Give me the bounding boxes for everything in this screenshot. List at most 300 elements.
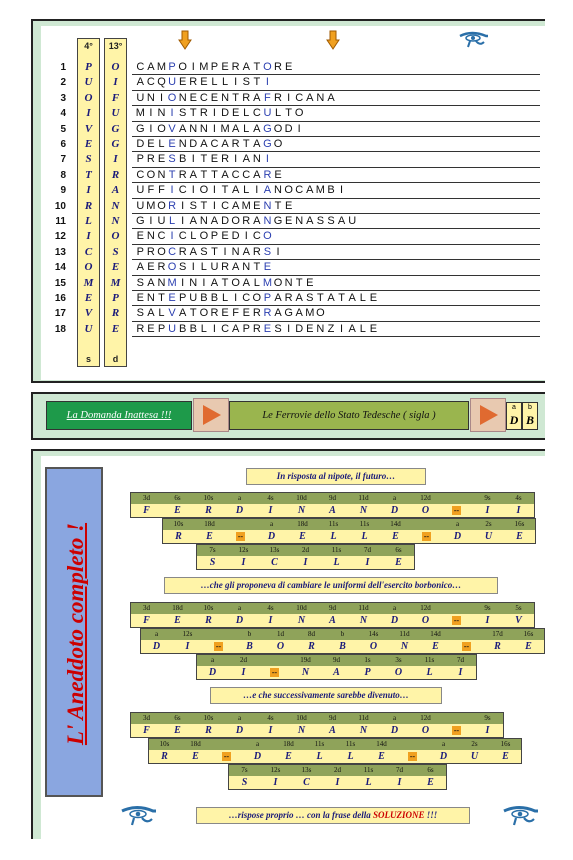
strip-letter[interactable]: O [421, 725, 430, 736]
row-number: 13 [54, 246, 66, 258]
strip-code: a [210, 656, 215, 664]
strip-letter[interactable]: L [316, 751, 323, 762]
play-arrow-icon [470, 398, 506, 432]
strip-code: 19d [300, 656, 311, 664]
strip-letter[interactable]: N [359, 725, 368, 736]
column-13-letter[interactable]: N [111, 199, 120, 212]
anecdote-strip [148, 738, 522, 764]
strip-letter[interactable]: F [143, 615, 150, 626]
strip-code [203, 629, 234, 640]
strip-code: 5s [515, 604, 522, 612]
strip-letter[interactable]: I [458, 667, 463, 678]
strip-code: 12s [238, 546, 249, 554]
question-label: La Domanda Inattesa !!! [66, 410, 172, 421]
strip-code [225, 519, 256, 530]
strip-letter[interactable]: V [515, 615, 522, 626]
strip-code: a [392, 494, 397, 502]
strip-letter[interactable]: E [427, 777, 434, 788]
vertical-title: L' Aneddoto completo ! [63, 522, 88, 746]
column-13-letter[interactable]: I [113, 153, 118, 166]
strip-code: a [237, 604, 242, 612]
strip-letter[interactable]: R [175, 531, 182, 542]
question-text-box [229, 401, 469, 430]
strip-letter[interactable]: E [285, 751, 292, 762]
strip-code: a [237, 714, 242, 722]
strip-code: 11s [328, 520, 339, 528]
strip-codes [196, 654, 477, 666]
answer-b-letter: B [525, 413, 534, 427]
answer-word: E N T E P U B B L I C O P A R A S T A T A L E [136, 292, 378, 304]
strip-letters [228, 776, 447, 790]
strip-letter[interactable]: R [205, 615, 212, 626]
answer-word: P R O C R A S T I N A R S I [136, 245, 280, 258]
strip-code: 11s [331, 546, 342, 554]
strip-code: 4s [515, 494, 522, 502]
column-13-letter[interactable]: S [112, 245, 119, 258]
column-4-letter[interactable]: V [84, 307, 93, 320]
strip-code [441, 713, 472, 724]
column-4-letter[interactable]: P [85, 61, 92, 73]
strip-letter[interactable]: E [174, 615, 181, 626]
strip-letter[interactable]: I [185, 641, 190, 652]
strip-code: 16s [523, 630, 534, 638]
strip-codes [196, 544, 415, 556]
strip-code: 10d [296, 604, 307, 612]
strip-letter[interactable]: N [359, 615, 368, 626]
strip-letter[interactable]: C [271, 557, 278, 568]
strip-code: 6s [174, 494, 181, 502]
strip-letters [140, 640, 545, 654]
strip-letter[interactable]: -- [463, 642, 470, 651]
column-4-letter[interactable]: S [85, 153, 92, 166]
strip-code: 10s [203, 604, 214, 612]
strip-letter[interactable]: -- [409, 752, 416, 761]
strip-code: 9d [333, 656, 340, 664]
strip-letter[interactable]: L [426, 667, 433, 678]
column-13-letter[interactable]: M [110, 276, 121, 289]
row-number: 5 [60, 123, 66, 135]
strip-letter[interactable]: N [400, 641, 409, 652]
strip-code: 11s [424, 656, 435, 664]
column-13-letter[interactable]: R [111, 168, 120, 181]
strip-letter[interactable]: D [453, 531, 462, 542]
strip-code: 3d [143, 604, 150, 612]
strip-code: a [392, 604, 397, 612]
column-4-header: 4° [84, 41, 93, 51]
strip-letter[interactable]: D [235, 725, 244, 736]
strip-code: 17d [492, 630, 503, 638]
column-13-letter[interactable]: G [111, 122, 120, 135]
strip-code: 18d [283, 740, 294, 748]
strip-letter[interactable]: I [516, 505, 521, 516]
strip-code: 10s [203, 714, 214, 722]
strip-code: 11d [358, 604, 369, 612]
strip-letter[interactable]: R [494, 641, 501, 652]
strip-code: 13s [269, 546, 280, 554]
row-number: 8 [60, 169, 66, 181]
strip-letter[interactable]: I [485, 505, 490, 516]
strip-code: 1s [364, 656, 371, 664]
strip-letter[interactable]: D [235, 615, 244, 626]
strip-letters [196, 666, 477, 680]
strip-letter[interactable]: I [397, 777, 402, 788]
strip-code: 2s [471, 740, 478, 748]
strip-letter[interactable]: -- [453, 616, 460, 625]
strip-code: 16s [514, 520, 525, 528]
strip-code: 7d [457, 656, 464, 664]
strip-letter[interactable]: I [268, 725, 273, 736]
answer-word: G I U L I A N A D O R A N G E N A S S A U [136, 215, 357, 227]
strip-code: 10d [296, 494, 307, 502]
strip-letter[interactable]: L [361, 531, 368, 542]
row-number: 11 [55, 216, 66, 227]
strip-letter[interactable]: -- [271, 668, 278, 677]
column-13-letter[interactable]: U [111, 107, 120, 120]
anecdote-strip [196, 654, 477, 680]
question-text: Le Ferrovie dello Stato Tedesche ( sigla ) [262, 410, 436, 421]
column-4-letter[interactable]: E [84, 138, 93, 150]
strip-letters [148, 750, 522, 764]
strip-code: 11s [359, 520, 370, 528]
strip-letter[interactable]: O [369, 641, 378, 652]
strip-letter[interactable]: R [205, 725, 212, 736]
strip-code: 12s [182, 630, 193, 638]
strip-codes [130, 602, 535, 614]
column-13-footer: d [112, 354, 119, 364]
strip-code: 3d [143, 494, 150, 502]
strip-letter[interactable]: N [297, 615, 306, 626]
strip-letter[interactable]: I [303, 557, 308, 568]
strip-code: a [255, 740, 260, 748]
column-4-letter[interactable]: E [84, 292, 93, 304]
row-number: 14 [54, 262, 66, 274]
strip-letter[interactable]: N [297, 725, 306, 736]
strip-letter[interactable]: D [390, 725, 399, 736]
column-4-letter[interactable]: U [84, 322, 93, 335]
column-13-letter[interactable]: E [111, 322, 120, 335]
answer-word: S A L V A T O R E F E R R A G A M O [136, 307, 325, 320]
strip-letter[interactable]: B [246, 641, 253, 652]
strip-letter[interactable]: O [421, 505, 430, 516]
column-4-letter[interactable]: R [84, 199, 93, 212]
strip-code: 11s [314, 740, 325, 748]
strip-letter[interactable]: O [276, 641, 285, 652]
anecdote-strip [196, 544, 415, 570]
strip-code: 10s [173, 520, 184, 528]
strip-code: 6s [174, 714, 181, 722]
column-13-letter[interactable]: P [112, 292, 119, 304]
strip-code: 18d [297, 520, 308, 528]
row-number: 1 [60, 62, 66, 73]
strip-letter[interactable]: I [485, 615, 490, 626]
strip-code: 18d [204, 520, 215, 528]
strip-letter[interactable]: L [333, 557, 340, 568]
arrow-down-icon [178, 30, 192, 50]
strip-letters [130, 724, 504, 738]
column-13-letter[interactable]: N [111, 215, 120, 227]
strip-letter[interactable]: I [241, 557, 246, 568]
answer-word: D E L E N D A C A R T A G O [136, 138, 283, 150]
answer-cell-a[interactable] [506, 402, 522, 430]
strip-code: 7s [209, 546, 216, 554]
strip-letter[interactable]: E [395, 557, 402, 568]
column-4-letter[interactable]: U [84, 76, 93, 89]
strip-letter[interactable]: N [359, 505, 368, 516]
answer-word: A C Q U E R E L L I S T I [136, 76, 269, 89]
answer-word: E N C I C L O P E D I C O [136, 230, 272, 243]
strip-code: 3s [395, 656, 402, 664]
answer-word: U N I O N E C E N T R A F R I C A N A [136, 91, 335, 104]
column-4-letter[interactable]: L [85, 215, 92, 227]
row-number: 18 [54, 323, 66, 335]
column-4-letter[interactable]: M [83, 276, 94, 289]
strip-letter[interactable]: I [268, 505, 273, 516]
answer-word: U F F I C I O I T A L I A N O C A M B I [136, 184, 344, 197]
column-4-letter[interactable]: I [86, 107, 91, 120]
strip-code: 3d [143, 714, 150, 722]
strip-code: 9d [329, 494, 336, 502]
column-4-letter[interactable]: I [86, 184, 91, 197]
answer-word: S A N M I N I A T O A L M O N T E [136, 276, 314, 289]
strip-letter[interactable]: -- [215, 642, 222, 651]
strip-letter[interactable]: N [301, 667, 310, 678]
banner-1: In risposta al nipote, il futuro… [246, 468, 426, 485]
strip-code: b [340, 630, 345, 638]
strip-letter[interactable]: I [268, 615, 273, 626]
strip-code: a [455, 520, 460, 528]
strip-letter[interactable]: D [390, 505, 399, 516]
strip-letter[interactable]: E [174, 725, 181, 736]
strip-code: 14d [430, 630, 441, 638]
column-13-letter[interactable]: G [111, 138, 120, 150]
strip-code: 9s [484, 714, 491, 722]
banner-2: …che gli proponeva di cambiare le uniformi dell'esercito borbonico… [164, 577, 498, 594]
column-4-letter[interactable]: C [84, 245, 93, 258]
strip-code: 14d [376, 740, 387, 748]
strip-code: 12d [420, 714, 431, 722]
strip-code: 2s [485, 520, 492, 528]
strip-letter[interactable]: D [152, 641, 161, 652]
strip-code: 6s [427, 766, 434, 774]
strip-letter[interactable]: -- [423, 532, 430, 541]
anecdote-strip [162, 518, 536, 544]
banner-4-solution: SOLUZIONE [372, 810, 425, 820]
banner-4-text: …rispose proprio … con la frase della [228, 810, 373, 820]
strip-code: 13s [301, 766, 312, 774]
question-label-box [46, 401, 192, 430]
strip-code: 10d [296, 714, 307, 722]
banner-4 [196, 807, 470, 824]
strip-letter[interactable]: S [241, 777, 248, 788]
strip-letters [130, 614, 535, 628]
strip-letters [130, 504, 535, 518]
row-underline [132, 336, 540, 337]
strip-codes [140, 628, 545, 640]
strip-letter[interactable]: F [143, 725, 150, 736]
strip-code: 10s [159, 740, 170, 748]
column-4-letter[interactable]: O [84, 261, 93, 274]
strip-letter[interactable]: I [485, 725, 490, 736]
answer-word: C A M P O I M P E R A T O R E [136, 61, 293, 73]
strip-code [451, 629, 482, 640]
strip-letter[interactable]: -- [453, 726, 460, 735]
strip-letter[interactable]: E [378, 751, 385, 762]
strip-letter[interactable]: L [330, 531, 337, 542]
row-number: 16 [54, 293, 66, 304]
strip-code: a [269, 520, 274, 528]
strip-letter[interactable]: -- [237, 532, 244, 541]
answer-word: G I O V A N N I M A L A G O D I [136, 122, 301, 135]
strip-code [211, 739, 242, 750]
strip-letter[interactable]: A [329, 725, 336, 736]
strip-letter[interactable]: E [206, 531, 213, 542]
anecdote-strip [140, 628, 545, 654]
strip-letter[interactable]: F [143, 505, 150, 516]
column-13-header: 13° [108, 41, 123, 51]
strip-letter[interactable]: P [364, 667, 371, 678]
row-number: 10 [54, 200, 66, 212]
eye-of-horus-icon [458, 30, 490, 48]
strip-code: 9d [329, 714, 336, 722]
answer-word: R E P U B B L I C A P R E S I D E N Z I A L E [136, 322, 378, 335]
strip-letter[interactable]: -- [453, 506, 460, 515]
strip-letter[interactable]: L [365, 777, 372, 788]
strip-letter[interactable]: S [209, 557, 216, 568]
column-13-letter[interactable]: R [111, 307, 120, 320]
strip-code: 2d [334, 766, 341, 774]
strip-code: b [247, 630, 252, 638]
vertical-title-box [45, 467, 103, 797]
strip-letter[interactable]: I [365, 557, 370, 568]
strip-letter[interactable]: B [339, 641, 346, 652]
arrow-down-icon [326, 30, 340, 50]
strip-letter[interactable]: D [253, 751, 262, 762]
strip-letter[interactable]: N [297, 505, 306, 516]
column-13-letter[interactable]: O [111, 230, 120, 243]
strip-code: 4s [267, 494, 274, 502]
strip-letter[interactable]: E [192, 751, 199, 762]
strip-code: 9s [484, 604, 491, 612]
anecdote-strip [228, 764, 447, 790]
strip-letter[interactable]: D [267, 531, 276, 542]
strip-code: 7d [396, 766, 403, 774]
strip-letter[interactable]: U [470, 751, 479, 762]
strip-letter[interactable]: E [299, 531, 306, 542]
answer-a-letter: D [509, 413, 519, 427]
eye-of-horus-icon [502, 804, 540, 826]
strip-code: 10s [203, 494, 214, 502]
row-number: 9 [60, 185, 66, 197]
strip-letter[interactable]: D [390, 615, 399, 626]
eye-of-horus-icon [120, 804, 158, 826]
strip-code: a [154, 630, 159, 638]
strip-letter[interactable]: D [235, 505, 244, 516]
answer-word: U M O R I S T I C A M E N T E [136, 199, 293, 212]
strip-letter[interactable]: R [308, 641, 315, 652]
column-13-letter[interactable]: O [111, 61, 120, 73]
strip-code: 14s [368, 630, 379, 638]
column-13-letter[interactable]: E [111, 261, 120, 274]
strip-code: 6s [395, 546, 402, 554]
row-number: 6 [60, 139, 66, 150]
strip-letter[interactable]: -- [223, 752, 230, 761]
strip-code: 2d [302, 546, 309, 554]
strip-code [441, 603, 472, 614]
strip-code: a [392, 714, 397, 722]
strip-letter[interactable]: D [439, 751, 448, 762]
strip-letter[interactable]: R [161, 751, 168, 762]
strip-code [441, 493, 472, 504]
strip-letter[interactable]: I [241, 667, 246, 678]
banner-4-end: !!! [424, 810, 438, 820]
strip-letter[interactable]: E [525, 641, 532, 652]
column-4-letter[interactable]: V [84, 122, 93, 135]
strip-codes [130, 712, 504, 724]
strip-letter[interactable]: O [394, 667, 403, 678]
column-4-letter[interactable]: I [86, 230, 91, 243]
banner-3: …e che successivamente sarebbe divenuto… [210, 687, 442, 704]
strip-letter[interactable]: L [347, 751, 354, 762]
strip-code: 18d [190, 740, 201, 748]
row-number: 12 [54, 231, 66, 243]
anecdote-strip [130, 492, 535, 518]
strip-letter[interactable]: E [516, 531, 523, 542]
row-number: 2 [60, 77, 66, 89]
strip-letter[interactable]: E [502, 751, 509, 762]
strip-letter[interactable]: O [421, 615, 430, 626]
answer-word: M I N I S T R I D E L C U L T O [135, 107, 304, 120]
strip-letter[interactable]: E [174, 505, 181, 516]
answer-word: A E R O S I L U R A N T E [136, 261, 272, 274]
column-13-letter[interactable]: I [113, 76, 118, 89]
strip-letter[interactable]: C [303, 777, 310, 788]
strip-letter[interactable]: A [329, 505, 336, 516]
strip-letters [162, 530, 536, 544]
strip-letter[interactable]: A [333, 667, 340, 678]
strip-code: a [237, 494, 242, 502]
strip-code: 18d [172, 604, 183, 612]
strip-letter[interactable]: R [205, 505, 212, 516]
row-number: 7 [60, 154, 66, 166]
row-number: 17 [54, 308, 66, 320]
strip-letter[interactable]: E [432, 641, 439, 652]
strip-letter[interactable]: I [335, 777, 340, 788]
strip-code: 11s [345, 740, 356, 748]
strip-letter[interactable]: U [484, 531, 493, 542]
strip-code: 2d [240, 656, 247, 664]
strip-code: 9s [484, 494, 491, 502]
strip-code [411, 519, 442, 530]
column-13-letter[interactable]: A [111, 184, 120, 197]
strip-letter[interactable]: A [329, 615, 336, 626]
strip-letter[interactable]: E [392, 531, 399, 542]
answer-b-label: b [528, 404, 532, 411]
strip-code: 7d [364, 546, 371, 554]
strip-code: 11d [399, 630, 410, 638]
strip-letter[interactable]: D [208, 667, 217, 678]
answer-cell-b[interactable] [522, 402, 538, 430]
column-4-footer: s [85, 354, 91, 364]
strip-code: 9d [329, 604, 336, 612]
strip-letter[interactable]: I [273, 777, 278, 788]
strip-code: 12s [270, 766, 281, 774]
answer-word: P R E S B I T E R I A N I [136, 153, 269, 166]
column-4-letter[interactable]: O [84, 91, 93, 104]
strip-code: 7s [241, 766, 248, 774]
column-4-letter[interactable]: T [85, 168, 92, 181]
column-13-letter[interactable]: F [111, 91, 120, 104]
strip-code: 11d [358, 494, 369, 502]
